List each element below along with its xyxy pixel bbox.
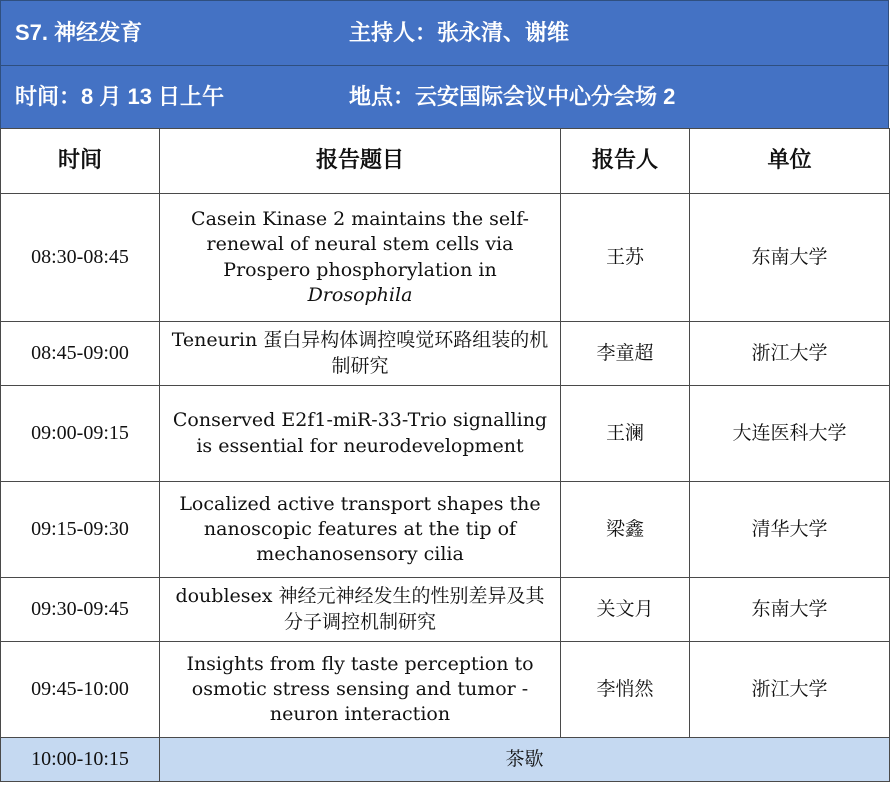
row-speaker: 关文月 — [561, 578, 690, 642]
table-row — [1, 322, 890, 386]
col-header-unit: 单位 — [690, 129, 890, 194]
col-header-speaker: 报告人 — [561, 129, 690, 194]
break-label: 茶歇 — [160, 738, 890, 782]
row-unit: 浙江大学 — [690, 322, 890, 386]
row-title — [160, 194, 561, 322]
row-title-italic: Drosophila — [307, 283, 413, 306]
session-header-bar — [0, 0, 889, 66]
table-row — [1, 194, 890, 322]
table-row — [1, 482, 890, 578]
row-speaker: 王苏 — [561, 194, 690, 322]
row-title: Localized active transport shapes the nanoscopic features at the tip of mechanosensory cilia — [160, 482, 561, 578]
break-row — [1, 738, 890, 782]
row-unit: 大连医科大学 — [690, 386, 890, 482]
row-unit: 清华大学 — [690, 482, 890, 578]
row-unit: 东南大学 — [690, 194, 890, 322]
table-row — [1, 642, 890, 738]
break-time: 10:00-10:15 — [1, 738, 160, 782]
row-time: 09:30-09:45 — [1, 578, 160, 642]
row-speaker: 李童超 — [561, 322, 690, 386]
col-header-title: 报告题目 — [160, 129, 561, 194]
session-time: 时间：8 月 13 日上午 — [15, 84, 225, 109]
row-time: 08:45-09:00 — [1, 322, 160, 386]
row-title: Conserved E2f1-miR-33-Trio signalling is essential for neurodevelopment — [160, 386, 561, 482]
row-time: 09:00-09:15 — [1, 386, 160, 482]
row-title: doublesex 神经元神经发生的性别差异及其分子调控机制研究 — [160, 578, 561, 642]
col-header-time: 时间 — [1, 129, 160, 194]
row-title: Teneurin 蛋白异构体调控嗅觉环路组装的机制研究 — [160, 322, 561, 386]
table-row — [1, 578, 890, 642]
row-speaker: 梁鑫 — [561, 482, 690, 578]
table-header-row — [1, 129, 890, 194]
session-host: 主持人：张永清、谢维 — [349, 20, 570, 45]
row-time: 09:45-10:00 — [1, 642, 160, 738]
session-location: 地点：云安国际会议中心分会场 2 — [349, 84, 676, 109]
row-unit: 浙江大学 — [690, 642, 890, 738]
row-speaker: 王澜 — [561, 386, 690, 482]
row-speaker: 李悄然 — [561, 642, 690, 738]
row-time: 08:30-08:45 — [1, 194, 160, 322]
schedule-table — [0, 128, 890, 782]
row-unit: 东南大学 — [690, 578, 890, 642]
row-title: Insights from fly taste perception to osmotic stress sensing and tumor - neuron interaction — [160, 642, 561, 738]
row-time: 09:15-09:30 — [1, 482, 160, 578]
session-info-bar — [0, 65, 889, 129]
session-title: S7. 神经发育 — [15, 20, 143, 45]
table-row — [1, 386, 890, 482]
row-title-text: Casein Kinase 2 maintains the self-renewal of neural stem cells via Prospero phosphorylation in — [191, 207, 529, 281]
